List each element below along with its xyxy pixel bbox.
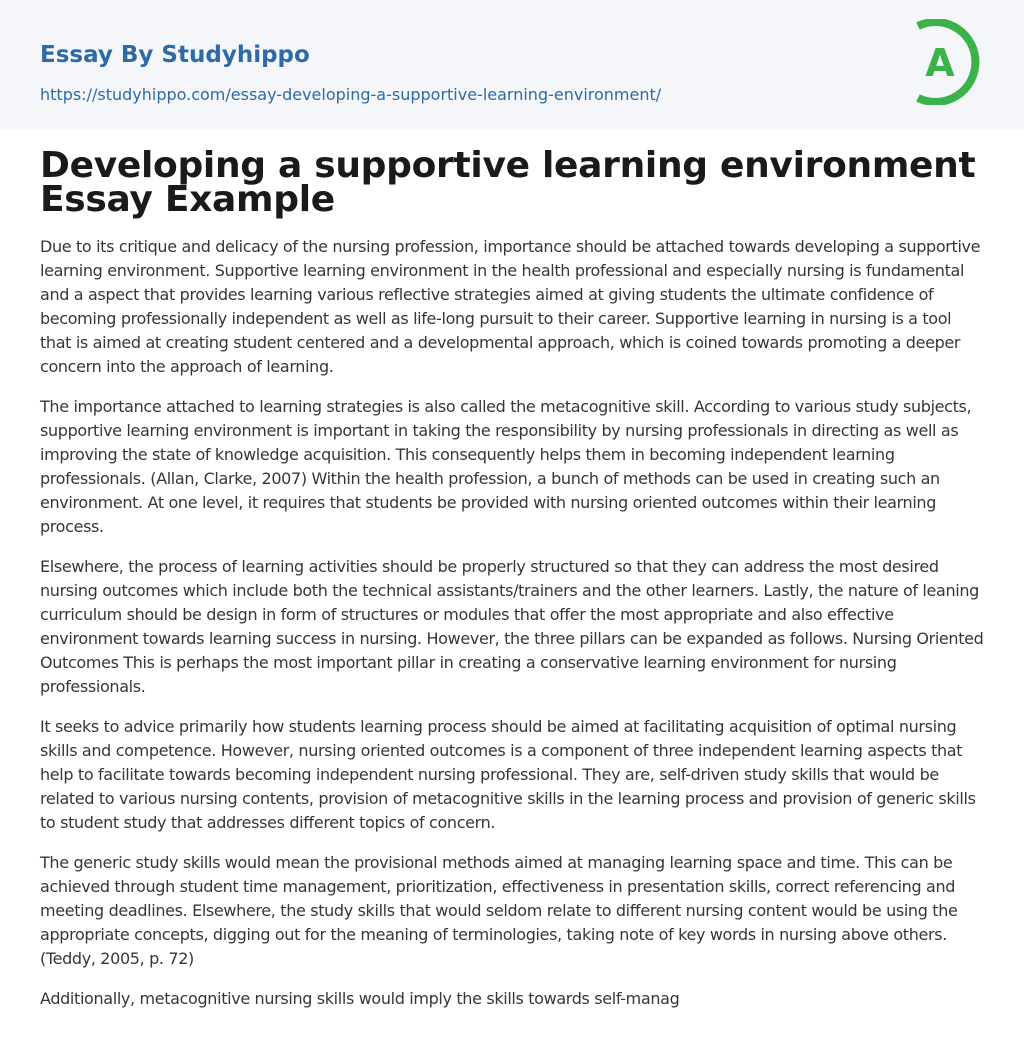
paragraph: The generic study skills would mean the provisional methods aimed at managing learning space and time. This can be achieved through student time management, prioritization, effectiveness in presentation skills, correct referencing and meeting deadlines. Elsewhere, the study skills that would seldom relate to different nursing content would be using the appropriate concepts, digging out for the meaning of terminologies, taking note of key words in nursing above others. (Teddy, 2005, p. 72) bbox=[40, 853, 958, 968]
site-brand-link[interactable]: Essay By Studyhippo bbox=[40, 42, 310, 68]
logo-letter: A bbox=[925, 41, 955, 85]
paragraph: Additionally, metacognitive nursing skills would imply the skills towards self-manag bbox=[40, 989, 680, 1008]
article-title: Developing a supportive learning environment Essay Example bbox=[40, 145, 976, 220]
site-header bbox=[0, 0, 1024, 129]
article bbox=[0, 129, 1024, 1011]
paragraph: Elsewhere, the process of learning activities should be properly structured so that they can address the most desired nursing outcomes which include both the technical assistants/trainers and the other learners. Lastly, the nature of leaning curriculum should be design in form of structures or modules that offer the most appropriate and also effective environment towards learning success in nursing. However, the three pillars can be expanded as follows. Nursing Oriented Outcomes This is perhaps the most important pillar in creating a conservative learning environment for nursing professionals. bbox=[40, 557, 984, 696]
paragraph: Due to its critique and delicacy of the nursing profession, importance should be attached towards developing a supportive learning environment. Supportive learning environment in the health professional and especially nursing is fundamental and a aspect that provides learning various reflective strategies aimed at giving students the ultimate confidence of becoming professionally independent as well as life-long pursuit to their career. Supportive learning in nursing is a tool that is aimed at creating student centered and a developmental approach, which is coined towards promoting a deeper concern into the approach of learning. bbox=[40, 237, 981, 376]
paragraph: It seeks to advice primarily how students learning process should be aimed at facilitating acquisition of optimal nursing skills and competence. However, nursing oriented outcomes is a component of three independent learning aspects that help to facilitate towards becoming independent nursing professional. They are, self-driven study skills that would be related to various nursing contents, provision of metacognitive skills in the learning process and provision of generic skills to student study that addresses different topics of concern. bbox=[40, 717, 976, 832]
paragraph: The importance attached to learning strategies is also called the metacognitive skill. According to various study subjects, supportive learning environment is important in taking the responsibility by nursing professionals in directing as well as improving the state of knowledge acquisition. This consequently helps them in becoming independent learning professionals. (Allan, Clarke, 2007) Within the health profession, a bunch of methods can be used in creating such an environment. At one level, it requires that students be provided with nursing oriented outcomes within their learning process. bbox=[40, 397, 972, 536]
studyhippo-logo-icon[interactable] bbox=[912, 19, 986, 105]
source-url-link[interactable]: https://studyhippo.com/essay-developing-a-supportive-learning-environment/ bbox=[40, 85, 662, 104]
